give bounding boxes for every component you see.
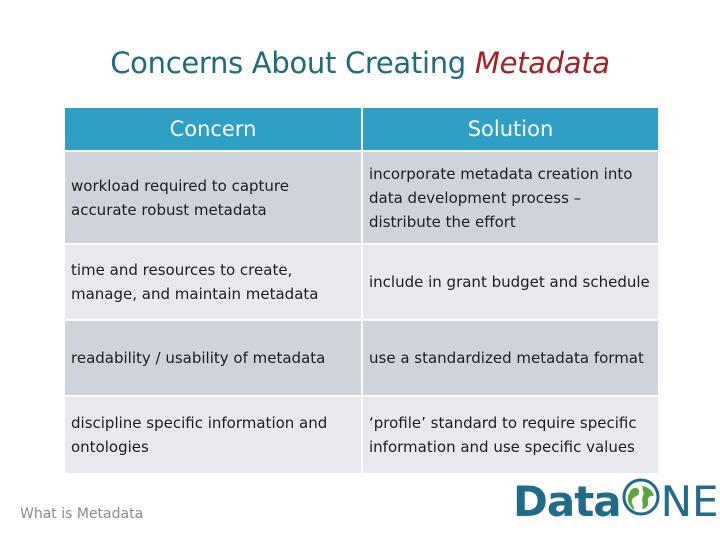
solution-cell: ‘profile’ standard to require specific information and use specific values (362, 396, 659, 474)
slide-title-accent: Metadata (474, 46, 610, 80)
slide-title (0, 46, 720, 80)
table-row (64, 320, 659, 396)
slide-title-main: Concerns About Creating (110, 46, 475, 80)
concern-cell: workload required to capture accurate robust metadata (64, 151, 362, 244)
table-row (64, 244, 659, 320)
globe-icon (622, 478, 660, 526)
solution-cell: include in grant budget and schedule (362, 244, 659, 320)
solution-cell: incorporate metadata creation into data development process – distribute the effort (362, 151, 659, 244)
table-row (64, 151, 659, 244)
logo-one-text: NE (660, 477, 719, 526)
footer-label: What is Metadata (20, 506, 144, 522)
concerns-table (63, 106, 660, 475)
header-concern: Concern (64, 107, 362, 151)
dataone-logo (513, 478, 719, 526)
logo-data-text: Data (513, 477, 621, 526)
header-solution: Solution (362, 107, 659, 151)
solution-cell: use a standardized metadata format (362, 320, 659, 396)
concern-cell: readability / usability of metadata (64, 320, 362, 396)
concern-cell: time and resources to create, manage, and maintain metadata (64, 244, 362, 320)
table-header-row (64, 107, 659, 151)
table-row (64, 396, 659, 474)
concern-cell: discipline specific information and ontologies (64, 396, 362, 474)
